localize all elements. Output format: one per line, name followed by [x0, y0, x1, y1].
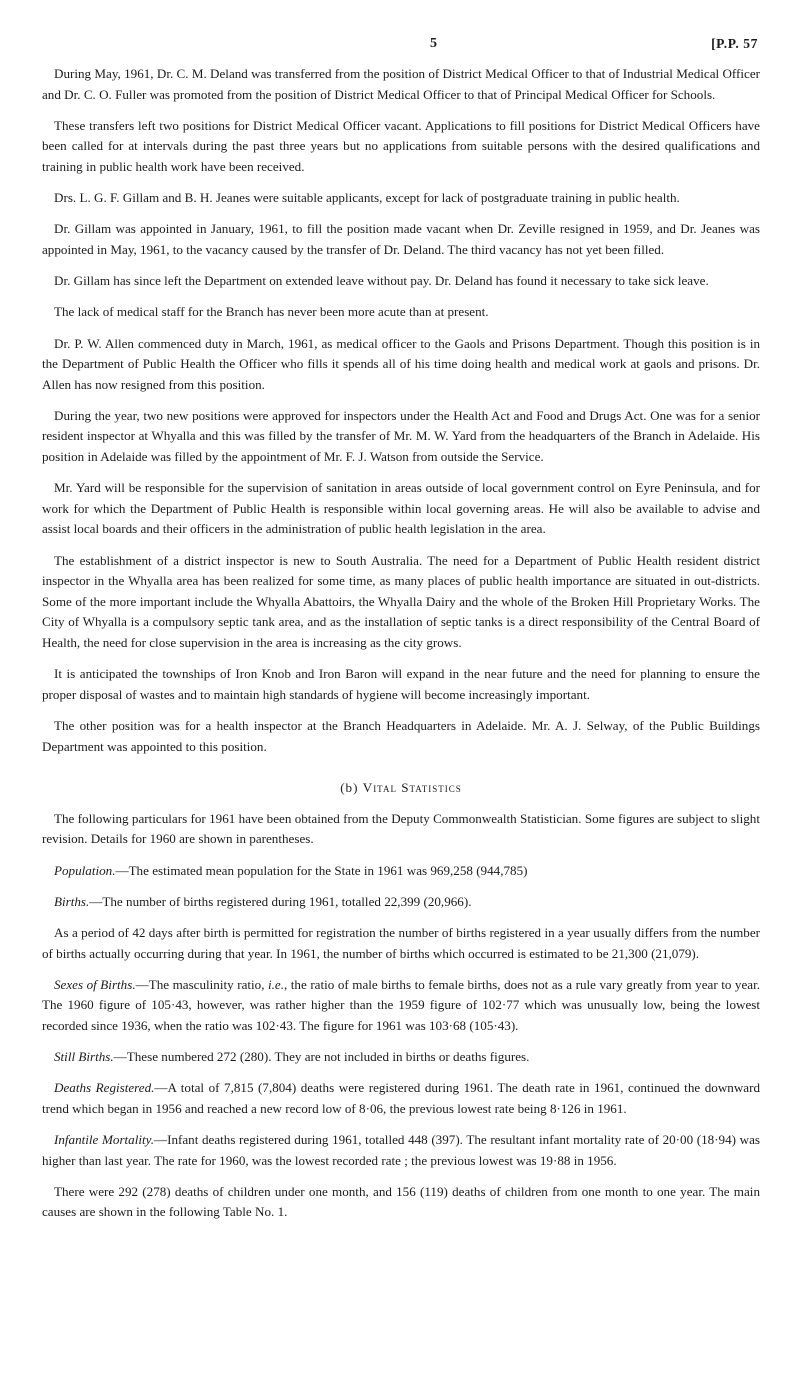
- deaths-lead: Deaths Registered.: [54, 1080, 155, 1096]
- population-lead: Population.: [54, 862, 116, 878]
- paragraph-still-births: [42, 1047, 760, 1068]
- paragraph-staff-shortage: The lack of medical staff for the Branch has never been more acute than at present.: [54, 304, 489, 320]
- infant-lead: Infantile Mortality.: [54, 1132, 154, 1148]
- paragraph-deaths-registered: [42, 1078, 760, 1119]
- paragraph-new-inspectors: During the year, two new positions were approved for inspectors under the Health Act and Food and Drugs Act. One was for a senior resident inspector at Whyalla and this was filled by the transfer of Mr. M. W. Yard from the headquarters of the Branch in Adelaide. His position in Adelaide was filled by the appointment of Mr. F. J. Watson from outside the Service.: [42, 407, 760, 465]
- paragraph-population: [42, 861, 760, 882]
- paragraph-district-inspector: The establishment of a district inspector is new to South Australia. The need for a Department of Public Health resident district inspector in the Whyalla area has been realized for some time, as many places of public health importance are situated in out-districts. Some of the more important include the Whyalla Abattoirs, the Whyalla Dairy and the whole of the Broken Hill Proprietary Works. The City of Whyalla is a compulsory septic tank area, and as the installation of septic tanks is a direct responsibility of the Central Board of Health, the need for close supervision in the area is increasing as the city grows.: [42, 552, 760, 650]
- paragraph-gaols-officer: Dr. P. W. Allen commenced duty in March, 1961, as medical officer to the Gaols and Prisons Department. Though this position is in the Department of Public Health the Officer who fills it spends all of his time doing health and medical work at gaols and prisons. Dr. Allen has now resigned from this position.: [42, 335, 760, 392]
- still-births-text: —These numbered 272 (280). They are not included in births or deaths figures.: [113, 1049, 530, 1065]
- paragraph-appointments: Dr. Gillam was appointed in January, 1961, to fill the position made vacant when Dr. Zeville resigned in 1959, and Dr. Jeanes was appointed in May, 1961, to the vacancy caused by the transfer of Dr. Deland. The third vacancy has not yet been filled.: [42, 221, 760, 257]
- still-births-lead: Still Births.: [54, 1049, 114, 1065]
- section-heading-vital-statistics: [42, 778, 760, 799]
- section-prefix: (b): [340, 780, 363, 796]
- sexes-ie: i.e.: [268, 976, 284, 992]
- paragraph-transfers: During May, 1961, Dr. C. M. Deland was transferred from the position of District Medical Officer to that of Industrial Medical Officer and Dr. C. O. Fuller was promoted from the position of District Medical Officer to that of Principal Medical Officer for Schools.: [42, 66, 760, 102]
- births-lead: Births.: [54, 893, 90, 909]
- paragraph-infantile-mortality: [42, 1130, 760, 1171]
- page-number: 5: [430, 36, 438, 51]
- deaths-text: —A total of 7,815 (7,804) deaths were registered during 1961. The death rate in 1961, continued the downward trend which began in 1956 and reached a new record low of 8·06, the previous lowest rate being 8·126 in 1961.: [42, 1080, 760, 1116]
- paragraph-births: [42, 892, 760, 913]
- paragraph-headquarters-inspector: The other position was for a health inspector at the Branch Headquarters in Adelaide. Mr. A. J. Selway, of the Public Buildings Department was appointed to this position.: [42, 717, 760, 754]
- paragraph-townships: It is anticipated the townships of Iron Knob and Iron Baron will expand in the near future and the need for planning to ensure the proper disposal of wastes and to maintain high standards of hygiene will become increasingly important.: [42, 666, 760, 702]
- paragraph-vital-intro: The following particulars for 1961 have been obtained from the Deputy Commonwealth Statistician. Some figures are subject to slight revision. Details for 1960 are shown in parentheses.: [42, 810, 760, 847]
- population-text: —The estimated mean population for the State in 1961 was 969,258 (944,785): [115, 862, 528, 878]
- sexes-text-b: , the ratio of male births to female births, does not as a rule vary greatly from year to year. The 1960 figure of 105·43, however, was rather higher than the 1959 figure of 102·77 which was unusually low, being the lowest recorded since 1936, when the ratio was 102·43. The figure for 1961 was 103·68 (105·43).: [42, 976, 760, 1033]
- section-title: Vital Statistics: [362, 780, 462, 796]
- births-text: —The number of births registered during 1961, totalled 22,399 (20,966).: [89, 893, 472, 909]
- page-header: [42, 34, 760, 54]
- paragraph-leave: Dr. Gillam has since left the Department on extended leave without pay. Dr. Deland has found it necessary to take sick leave.: [54, 273, 709, 289]
- infant-text: —Infant deaths registered during 1961, totalled 448 (397). The resultant infant mortality rate of 20·00 (18·94) was higher than last year. The rate for 1960, was the lowest recorded rate ; the previous lowest was 19·88 in 1956.: [42, 1132, 760, 1168]
- paragraph-births-registration: As a period of 42 days after birth is permitted for registration the number of births registered in a year usually differs from the number of births actually occurring during that year. In 1961, the number of births which occurred is estimated to be 21,300 (21,079).: [42, 924, 760, 961]
- paragraph-sexes-of-births: [42, 975, 760, 1037]
- paragraph-child-deaths: There were 292 (278) deaths of children under one month, and 156 (119) deaths of children from one month to one year. The main causes are shown in the following Table No. 1.: [42, 1183, 760, 1220]
- paragraph-yard-duties: Mr. Yard will be responsible for the supervision of sanitation in areas outside of local government control on Eyre Peninsula, and for work for which the Department of Public Health is responsible within local governing areas. He will also be available to advise and assist local boards and their officers in the administration of public health legislation in the area.: [42, 480, 760, 537]
- paragraph-vacancies: These transfers left two positions for District Medical Officer vacant. Applications to fill positions for District Medical Officers have been called for at intervals during the past three years but no applications from suitable persons with the desired qualifications and training in public health work have been received.: [42, 117, 760, 174]
- sexes-lead: Sexes of Births.: [54, 976, 136, 992]
- paper-reference: [P.P. 57: [711, 36, 758, 51]
- sexes-text-a: —The masculinity ratio,: [135, 976, 268, 992]
- paragraph-applicants: Drs. L. G. F. Gillam and B. H. Jeanes were suitable applicants, except for lack of postgraduate training in public health.: [54, 190, 680, 206]
